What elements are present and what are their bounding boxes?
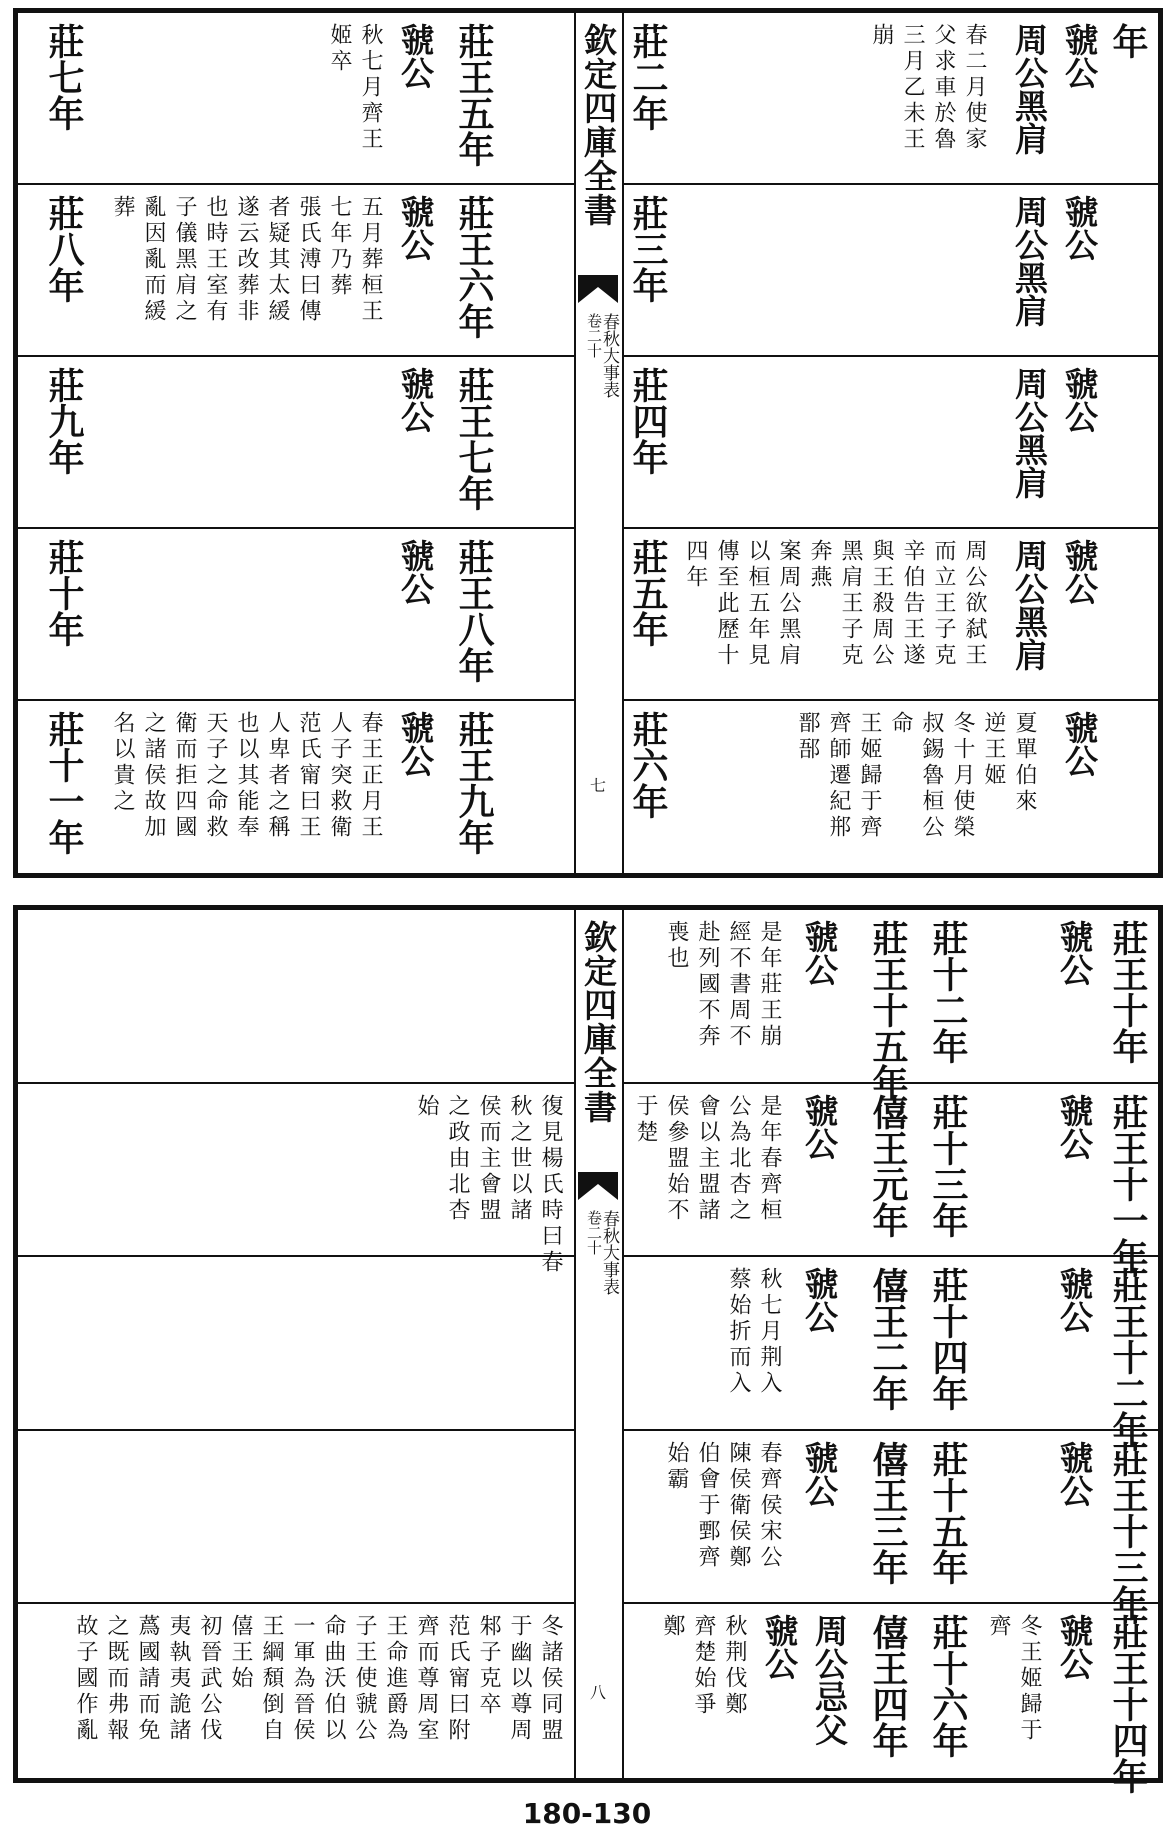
fish-tail-mark (578, 1172, 618, 1200)
lu-year-cell: 莊十年 (43, 539, 85, 647)
event-note (659, 1614, 748, 1718)
note-line: 復見楊氏時曰春 (538, 1093, 563, 1276)
page-number: 七 (589, 776, 606, 795)
note-line: 是年春齊桓 (757, 1093, 782, 1224)
note-line: 亂因亂而緩 (141, 195, 166, 325)
note-line: 齊楚始爭 (691, 1614, 716, 1719)
guo-cell: 虢公 (1055, 920, 1094, 986)
book-title: 欽定四庫全書 (579, 23, 618, 227)
guo-cell: 虢公 (1060, 539, 1099, 605)
volume-label: 卷二十 (585, 1210, 603, 1255)
table-row (624, 910, 1158, 1100)
note-line: 鄭 (660, 1614, 685, 1641)
note-line: 齊而尊周室 (414, 1614, 439, 1745)
guo-cell: 虢公 (396, 195, 435, 261)
note-line: 于楚 (633, 1093, 658, 1146)
note-line: 春齊侯宋公 (757, 1440, 782, 1571)
note-line: 辛伯告王遂 (900, 539, 925, 669)
king-year-cell: 莊王十二年 (1107, 1267, 1149, 1448)
note-line: 人子突救衛 (327, 711, 352, 841)
guo-cell: 周公黑肩 (1010, 367, 1049, 499)
table-row (624, 357, 1158, 529)
king-year-cell: 莊王八年 (453, 539, 495, 683)
note-line: 父求車於魯 (931, 23, 956, 153)
table-row (18, 1084, 574, 1276)
table-row (18, 1604, 574, 1778)
guo-cell: 周公黑肩 (1010, 23, 1049, 155)
guo-cell-2: 虢公 (800, 920, 839, 986)
king-year-cell-2: 莊王十五年 (867, 920, 909, 1100)
event-note (109, 711, 384, 841)
note-line: 案周公黑肩 (776, 539, 801, 669)
sub-title-text: 春秋大事表 (599, 313, 619, 398)
note-line: 遂云改葬非 (234, 195, 259, 325)
event-note (413, 1094, 564, 1276)
note-line: 命曲沃伯以 (321, 1614, 346, 1745)
note-line: 名以貴之 (110, 711, 135, 815)
lu-year-cell: 莊五年 (627, 539, 669, 647)
note-line: 蔿國請而免 (135, 1614, 160, 1745)
note-line: 之既而弗報 (104, 1614, 129, 1745)
king-year-cell: 莊王十四年 (1107, 1614, 1149, 1795)
note-line: 葬 (110, 195, 135, 221)
note-line: 也以其能奉 (234, 711, 259, 841)
note-line: 張氏溥曰傳 (296, 195, 321, 325)
king-year-cell-2: 僖王元年 (867, 1093, 909, 1238)
guo-cell: 虢公 (1055, 1440, 1094, 1507)
guo-cell: 虢公 (396, 23, 435, 89)
lu-year-cell: 莊九年 (43, 367, 85, 475)
table-row (624, 529, 1158, 701)
table-row (18, 910, 574, 1084)
lu-year-cell: 莊十五年 (927, 1440, 969, 1585)
guo-cell-2: 虢公 (800, 1093, 839, 1160)
guo-cell: 虢公 (1060, 367, 1099, 433)
note-line: 崩 (869, 23, 894, 49)
note-line: 姬卒 (327, 23, 352, 75)
bottom-right-half (622, 910, 1158, 1795)
table-row (624, 185, 1158, 357)
table-row (18, 1431, 574, 1605)
lu-year-cell: 莊二年 (627, 23, 669, 131)
note-line: 四年 (683, 539, 708, 591)
top-left-half (18, 13, 576, 873)
guo-cell: 虢公 (396, 539, 435, 605)
note-line: 秋七月齊王 (358, 23, 383, 153)
guo-cell: 虢公 (396, 367, 435, 433)
event-note (868, 23, 988, 153)
note-line: 始霸 (664, 1440, 689, 1493)
note-line: 之政由北杏 (445, 1093, 470, 1224)
note-line: 侯而主會盟 (476, 1093, 501, 1224)
king-year-cell: 年 (1107, 23, 1149, 59)
lu-year-cell: 莊十三年 (927, 1093, 969, 1238)
note-line: 而立王子克 (931, 539, 956, 669)
guo-cell: 虢公 (1055, 1267, 1094, 1334)
king-year-cell-2: 僖王二年 (867, 1267, 909, 1412)
king-year-cell: 莊王五年 (453, 23, 495, 167)
note-line: 夷執夷詭諸 (166, 1614, 191, 1745)
king-year-cell: 莊王十年 (1107, 920, 1149, 1064)
note-line: 秋七月荆入 (757, 1267, 782, 1398)
table-row (18, 529, 574, 701)
note-line: 王綱頹倒自 (259, 1614, 284, 1745)
note-line: 命 (888, 711, 913, 737)
note-line: 子儀黑肩之 (172, 195, 197, 325)
table-row (18, 13, 574, 185)
note-line: 秋荆伐鄭 (722, 1614, 747, 1719)
event-note (794, 711, 1038, 841)
note-line: 三月乙未王 (900, 23, 925, 153)
guo-cell: 虢公 (1055, 1614, 1094, 1681)
guo-cell: 虢公 (1055, 1093, 1094, 1160)
note-line: 周公欲弑王 (962, 539, 987, 669)
guo-cell: 虢公 (1060, 711, 1099, 777)
note-line: 初晉武公伐 (197, 1614, 222, 1745)
top-page (13, 8, 1163, 878)
note-line: 之諸侯故加 (141, 711, 166, 841)
event-note (663, 1441, 783, 1571)
note-line: 春王正月王 (358, 711, 383, 841)
note-line: 邾子克卒 (476, 1614, 501, 1719)
king-year-cell: 莊王九年 (453, 711, 495, 855)
top-right-half (622, 13, 1158, 873)
note-line: 者疑其太緩 (265, 195, 290, 325)
note-line: 天子之命救 (203, 711, 228, 841)
event-note (682, 539, 988, 669)
note-line: 侯參盟始不 (664, 1093, 689, 1224)
event-note (109, 195, 384, 325)
guo-cell: 虢公 (396, 711, 435, 777)
king-year-cell: 莊王七年 (453, 367, 495, 511)
note-line: 會以主盟諸 (695, 1093, 720, 1224)
guo-cell-2: 虢公 (760, 1614, 799, 1681)
event-note (985, 1614, 1043, 1744)
note-line: 于幽以尊周 (507, 1614, 532, 1745)
note-line: 夏單伯來 (1012, 711, 1037, 815)
note-line: 叔錫魯桓公 (919, 711, 944, 841)
lu-year-cell: 莊十二年 (927, 920, 969, 1064)
guo-cell: 虢公 (1060, 23, 1099, 89)
event-note (663, 920, 783, 1050)
table-row (18, 1257, 574, 1431)
note-line: 衛而拒四國 (172, 711, 197, 841)
table-row (624, 13, 1158, 185)
note-line: 齊 (986, 1614, 1011, 1641)
guo-cell-2: 虢公 (800, 1267, 839, 1334)
table-row (18, 701, 574, 873)
table-row (624, 1604, 1158, 1795)
zhou-gong-cell: 周公忌父 (810, 1614, 849, 1747)
note-line: 經不書周不 (726, 920, 751, 1050)
volume-label: 卷二十 (585, 313, 603, 358)
note-line: 故子國作亂 (73, 1614, 98, 1745)
note-line: 始 (414, 1093, 439, 1120)
table-row (624, 701, 1158, 873)
note-line: 秋之世以諸 (507, 1093, 532, 1224)
table-row (18, 185, 574, 357)
event-note (632, 1094, 783, 1224)
note-line: 黑肩王子克 (838, 539, 863, 669)
page-number: 八 (589, 1683, 606, 1702)
note-line: 五月葬桓王 (358, 195, 383, 325)
book-title: 欽定四庫全書 (579, 920, 618, 1124)
top-spine (574, 13, 622, 873)
bottom-page (13, 905, 1163, 1795)
note-line: 冬十月使榮 (950, 711, 975, 841)
note-line: 是年莊王崩 (757, 920, 782, 1050)
note-line: 王命進爵為 (383, 1614, 408, 1745)
note-line: 范氏甯曰王 (296, 711, 321, 841)
note-line: 齊師遷紀郱 (826, 711, 851, 841)
note-line: 也時王室有 (203, 195, 228, 325)
guo-cell: 虢公 (1060, 195, 1099, 261)
guo-cell: 周公黑肩 (1010, 539, 1049, 671)
note-line: 逆王姬 (981, 711, 1006, 789)
note-line: 子王使虢公 (352, 1614, 377, 1745)
bottom-left-half (18, 910, 576, 1778)
note-line: 鄑郚 (795, 711, 820, 763)
event-note (72, 1614, 564, 1744)
note-line: 以桓五年見 (745, 539, 770, 669)
note-line: 王姬歸于齊 (857, 711, 882, 841)
king-year-cell: 莊王十三年 (1107, 1440, 1149, 1621)
note-line: 一軍為晉侯 (290, 1614, 315, 1745)
bottom-spine (574, 910, 622, 1778)
lu-year-cell: 莊八年 (43, 195, 85, 303)
lu-year-cell: 莊六年 (627, 711, 669, 819)
note-line: 奔燕 (807, 539, 832, 591)
note-line: 傳至此歷十 (714, 539, 739, 669)
note-line: 冬王姬歸于 (1017, 1614, 1042, 1745)
event-note (725, 1267, 783, 1397)
note-line: 春二月使家 (962, 23, 987, 153)
sub-title-text: 春秋大事表 (599, 1210, 619, 1295)
note-line: 陳侯衛侯鄭 (726, 1440, 751, 1571)
king-year-cell-2: 僖王三年 (867, 1440, 909, 1585)
table-row (624, 1431, 1158, 1621)
note-line: 范氏甯曰附 (445, 1614, 470, 1745)
event-note (326, 23, 384, 153)
note-line: 赴列國不奔 (695, 920, 720, 1050)
lu-year-cell: 莊七年 (43, 23, 85, 131)
king-year-cell-2: 僖王四年 (867, 1614, 909, 1759)
guo-cell-2: 虢公 (800, 1440, 839, 1507)
page-footer-number: 180-130 (522, 1797, 652, 1830)
note-line: 蔡始折而入 (726, 1267, 751, 1398)
lu-year-cell: 莊十一年 (43, 711, 85, 855)
lu-year-cell: 莊三年 (627, 195, 669, 303)
note-line: 喪也 (664, 920, 689, 972)
note-line: 公為北杏之 (726, 1093, 751, 1224)
king-year-cell: 莊王六年 (453, 195, 495, 339)
table-row (624, 1257, 1158, 1448)
lu-year-cell: 莊四年 (627, 367, 669, 475)
lu-year-cell: 莊十四年 (927, 1267, 969, 1412)
king-year-cell: 莊王十一年 (1107, 1093, 1149, 1274)
fish-tail-mark (578, 275, 618, 303)
note-line: 僖王始 (228, 1614, 253, 1693)
note-line: 冬諸侯同盟 (538, 1614, 563, 1745)
note-line: 與王殺周公 (869, 539, 894, 669)
note-line: 人卑者之稱 (265, 711, 290, 841)
table-row (624, 1084, 1158, 1274)
guo-cell: 周公黑肩 (1010, 195, 1049, 327)
lu-year-cell: 莊十六年 (927, 1614, 969, 1759)
table-row (18, 357, 574, 529)
note-line: 七年乃葬 (327, 195, 352, 299)
note-line: 伯會于鄄齊 (695, 1440, 720, 1571)
